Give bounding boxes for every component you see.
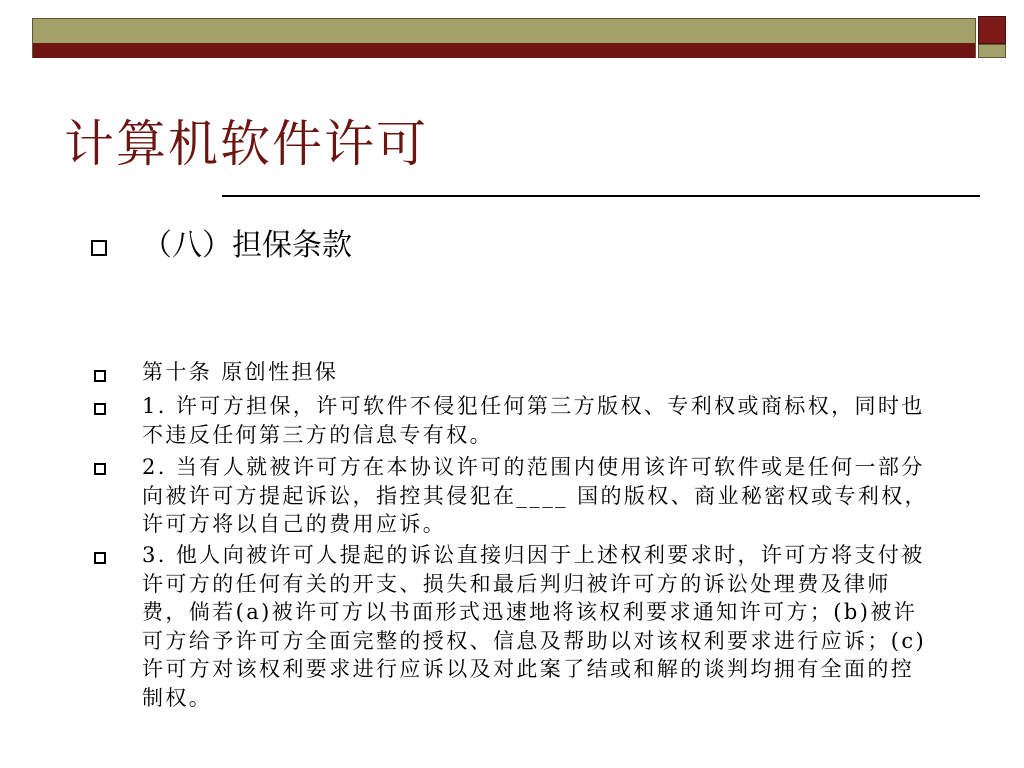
hollow-square-icon xyxy=(94,552,106,564)
list-item: 3. 他人向被许可人提起的诉讼直接归因于上述权利要求时，许可方将支付被许可方的任何有关的开支、损失和最后判归被许可方的诉讼处理费及律师费，倘若(a)被许可方以书面形式迅速地将该权利要求通知许可方；(b)被许可方给予许可方全面完整的授权、信息及帮助以对该权利要求进行应诉；(c)许可方对该权利要求进行应诉以及对此案了结或和解的谈判均拥有全面的控制权。 xyxy=(142,543,927,710)
corner-block xyxy=(978,16,1006,44)
list-item: 1. 许可方担保，许可软件不侵犯任何第三方版权、专利权或商标权，同时也不违反任何第三方的信息专有权。 xyxy=(142,394,925,447)
title-divider xyxy=(222,195,980,197)
hollow-square-icon xyxy=(91,240,107,256)
slide-title: 计算机软件许可 xyxy=(64,115,428,173)
header-banner xyxy=(32,18,976,58)
list-item: 2. 当有人就被许可方在本协议许可的范围内使用该许可软件或是任何一部分向被许可方提起诉讼，指控其侵犯在____ 国的版权、商业秘密权或专利权，许可方将以自己的费用应诉。 xyxy=(142,455,929,536)
section-subheading: （八）担保条款 xyxy=(142,228,352,263)
corner-block-lower xyxy=(978,44,1006,58)
hollow-square-icon xyxy=(94,370,106,382)
header-banner-stripe xyxy=(33,43,975,58)
list-item: 第十条 原创性担保 xyxy=(142,360,339,384)
hollow-square-icon xyxy=(94,403,106,415)
hollow-square-icon xyxy=(94,463,106,475)
